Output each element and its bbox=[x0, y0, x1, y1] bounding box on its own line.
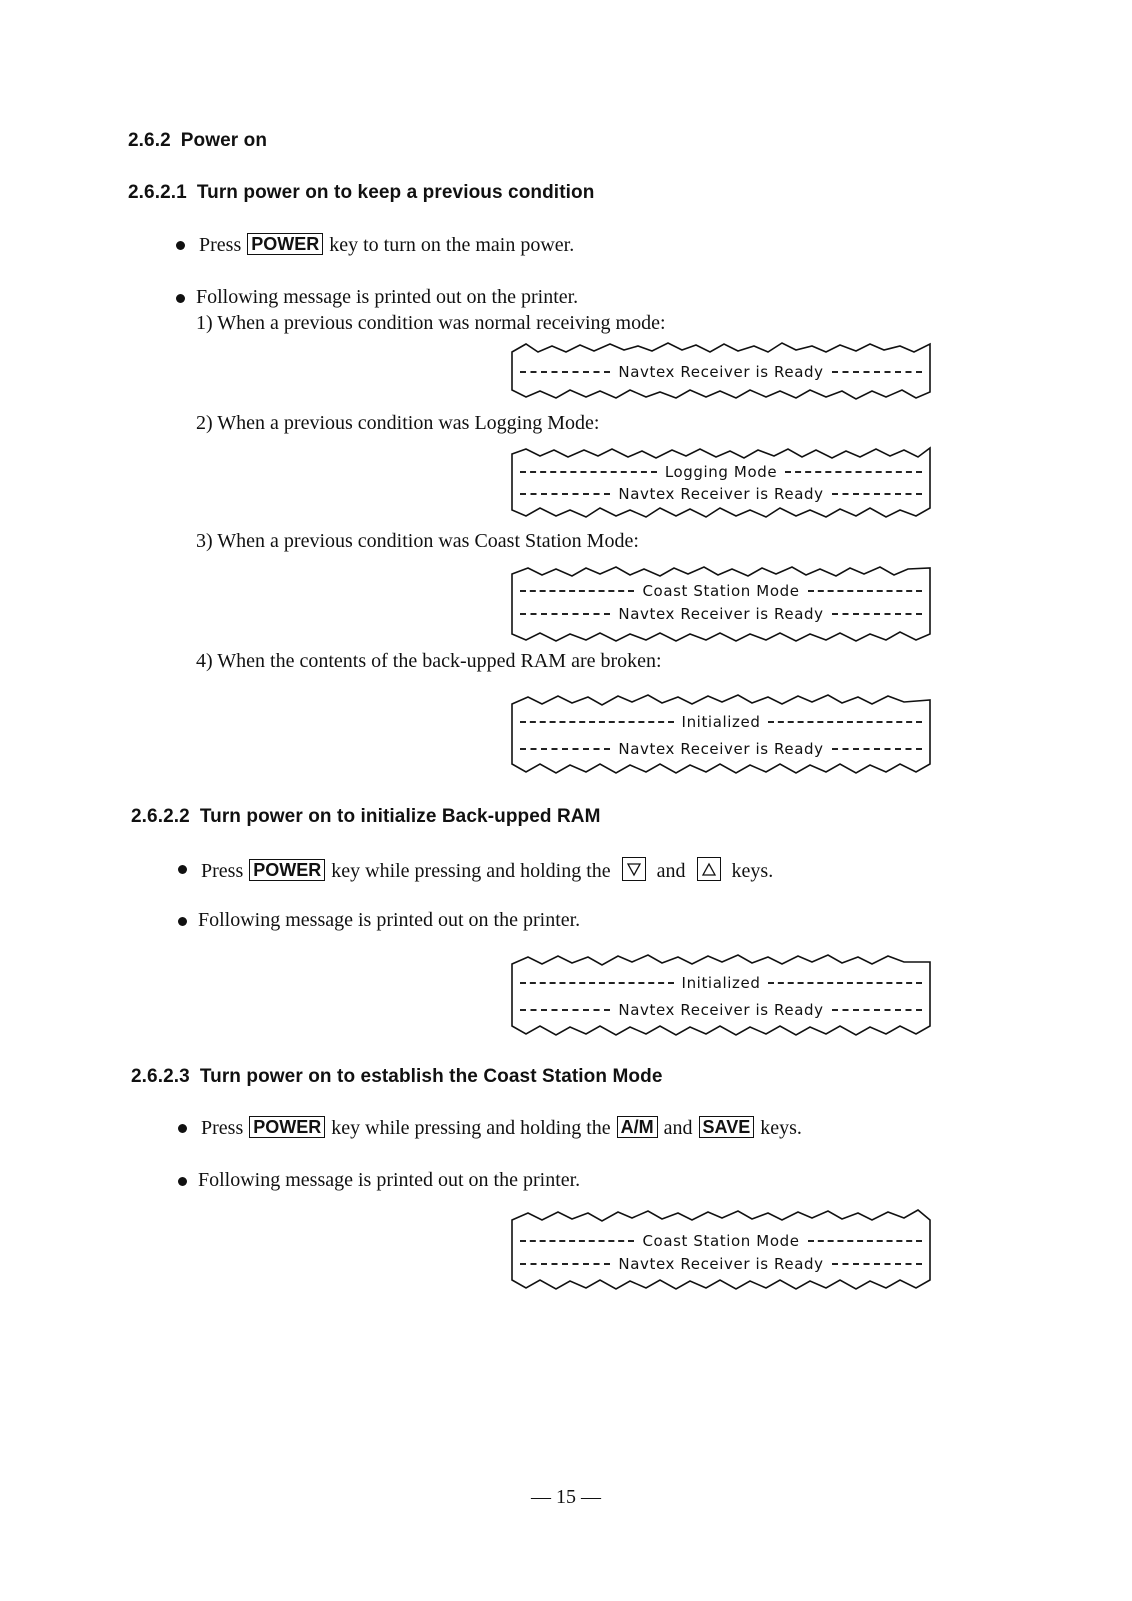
section-heading-2-6-2-3: 2.6.2.3 Turn power on to establish the Coast Station Mode bbox=[131, 1066, 663, 1087]
case-label-logging-mode: 2) When a previous condition was Logging Mode: bbox=[196, 412, 600, 434]
printout-line: Navtex Receiver is Ready bbox=[512, 1001, 930, 1019]
save-key-label: SAVE bbox=[699, 1116, 755, 1138]
torn-paper-outline bbox=[512, 1208, 930, 1294]
printout-line: Navtex Receiver is Ready bbox=[512, 740, 930, 758]
printout-logging-mode bbox=[512, 446, 930, 522]
printout-line: Coast Station Mode bbox=[512, 1232, 930, 1250]
instruction-press-power: Press POWER key to turn on the main power. bbox=[199, 234, 575, 256]
printout-coast-station-mode bbox=[512, 564, 930, 644]
section-heading-2-6-2-1: 2.6.2.1 Turn power on to keep a previous condition bbox=[128, 182, 595, 203]
instruction-message-printed: Following message is printed out on the printer. bbox=[196, 286, 579, 308]
printout-normal-mode bbox=[512, 340, 930, 404]
torn-paper-outline bbox=[512, 692, 930, 776]
bullet-icon bbox=[176, 294, 185, 303]
printout-coast-station-established bbox=[512, 1208, 930, 1294]
torn-paper-outline bbox=[512, 564, 930, 644]
torn-paper-outline bbox=[512, 952, 930, 1038]
instruction-press-power-init: Press POWER key while pressing and holding the and keys. bbox=[198, 857, 776, 883]
bullet-icon bbox=[176, 241, 185, 250]
power-key-label: POWER bbox=[249, 859, 325, 881]
down-triangle-key-icon bbox=[622, 857, 646, 881]
case-label-ram-broken: 4) When the contents of the back-upped RAM are broken: bbox=[196, 650, 662, 672]
printout-line: Navtex Receiver is Ready bbox=[512, 363, 930, 381]
am-key-label: A/M bbox=[617, 1116, 658, 1138]
power-key-label: POWER bbox=[247, 233, 323, 255]
printout-line: Initialized bbox=[512, 974, 930, 992]
printout-initialized bbox=[512, 952, 930, 1038]
case-label-normal-mode: 1) When a previous condition was normal receiving mode: bbox=[196, 312, 666, 334]
up-triangle-key-icon bbox=[697, 857, 721, 881]
bullet-icon bbox=[178, 1177, 187, 1186]
printout-line: Coast Station Mode bbox=[512, 582, 930, 600]
printout-line: Navtex Receiver is Ready bbox=[512, 605, 930, 623]
instruction-message-printed: Following message is printed out on the printer. bbox=[198, 1169, 581, 1191]
case-label-coast-station-mode: 3) When a previous condition was Coast Station Mode: bbox=[196, 530, 639, 552]
printout-line: Navtex Receiver is Ready bbox=[512, 485, 930, 503]
printout-ram-broken bbox=[512, 692, 930, 776]
bullet-icon bbox=[178, 1124, 187, 1133]
torn-paper-outline bbox=[512, 446, 930, 522]
section-heading-2-6-2-2: 2.6.2.2 Turn power on to initialize Back-upped RAM bbox=[131, 806, 601, 827]
power-key-label: POWER bbox=[249, 1116, 325, 1138]
printout-line: Initialized bbox=[512, 713, 930, 731]
instruction-message-printed: Following message is printed out on the printer. bbox=[198, 909, 581, 931]
printout-line: Logging Mode bbox=[512, 463, 930, 481]
printout-line: Navtex Receiver is Ready bbox=[512, 1255, 930, 1273]
section-heading-2-6-2: 2.6.2 Power on bbox=[128, 130, 268, 151]
bullet-icon bbox=[178, 917, 187, 926]
page-number: — 15 — bbox=[531, 1486, 601, 1508]
instruction-press-power-coast: Press POWER key while pressing and holding the A/M and SAVE keys. bbox=[201, 1117, 802, 1139]
bullet-icon bbox=[178, 865, 187, 874]
